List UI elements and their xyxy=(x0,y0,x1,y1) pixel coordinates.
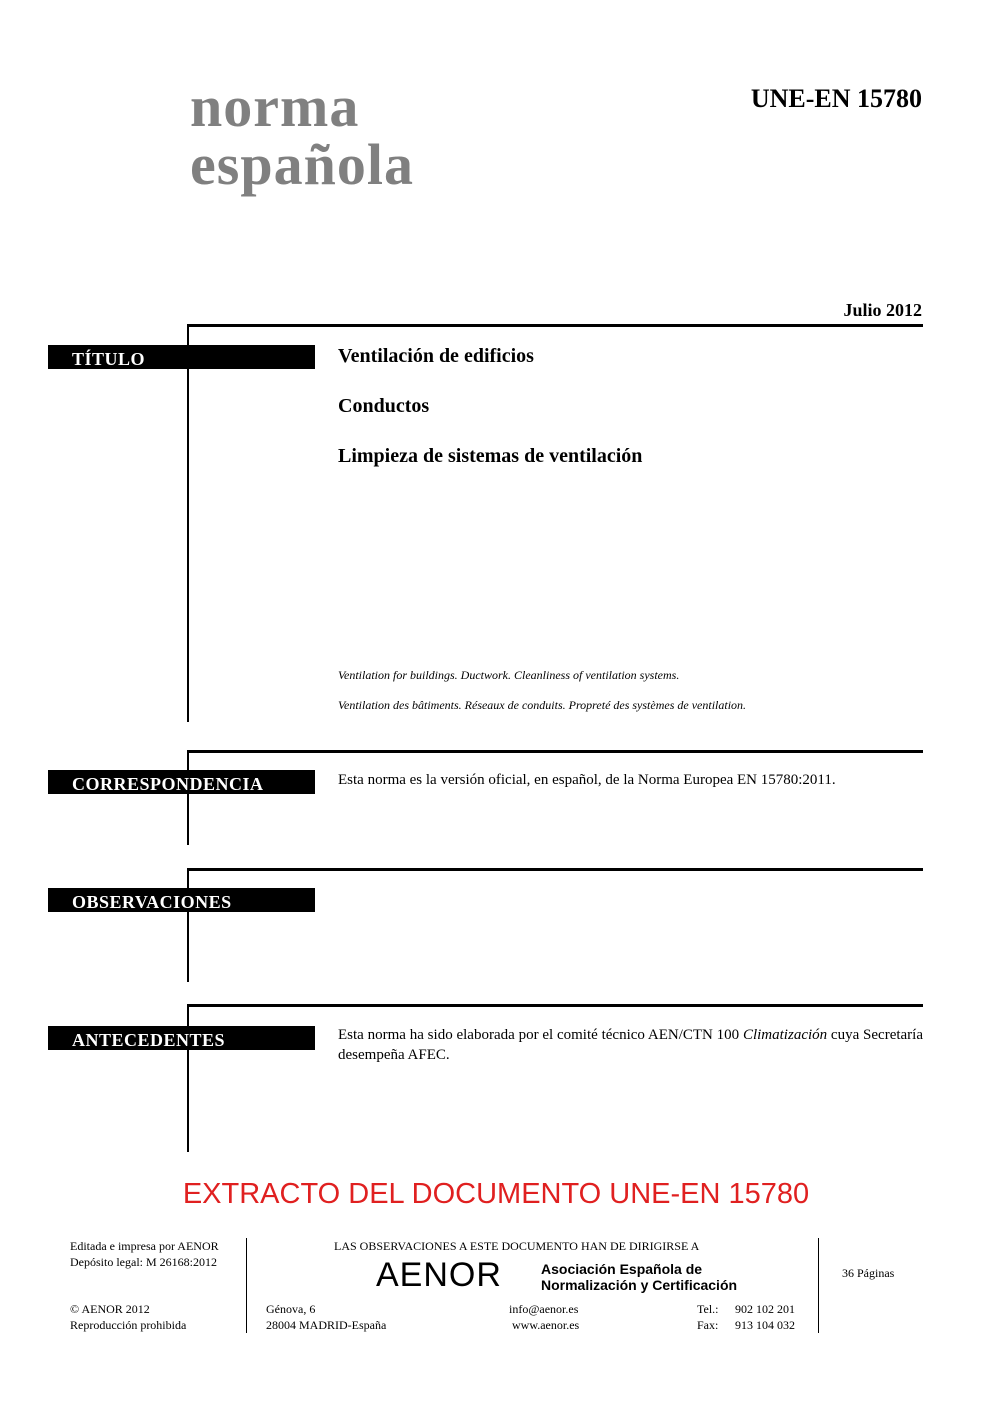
correspondencia-text: Esta norma es la versión oficial, en español, de la Norma Europea EN 15780:2011. xyxy=(338,772,836,788)
footer-edition xyxy=(70,1238,219,1270)
footer-email[interactable]: info@aenor.es xyxy=(509,1302,579,1316)
footer-address xyxy=(266,1301,386,1333)
section-divider-correspondencia xyxy=(187,750,923,753)
section-rule-correspondencia xyxy=(187,750,189,845)
section-label-titulo: TÍTULO xyxy=(48,345,315,369)
publication-date: Julio 2012 xyxy=(843,300,922,320)
footer-divider-left xyxy=(246,1238,247,1333)
brand-title xyxy=(190,74,414,197)
footer-street: Génova, 6 xyxy=(266,1302,316,1316)
footer-copyright: © AENOR 2012 xyxy=(70,1302,150,1316)
antecedentes-text-start: Esta norma ha sido elaborada por el comité técnico AEN/CTN 100 xyxy=(338,1027,743,1043)
footer-notice: LAS OBSERVACIONES A ESTE DOCUMENTO HAN DE DIRIGIRSE A xyxy=(334,1239,700,1253)
section-label-antecedentes: ANTECEDENTES xyxy=(48,1026,315,1050)
footer-reproduction: Reproducción prohibida xyxy=(70,1318,187,1332)
section-divider-titulo xyxy=(187,324,923,327)
page-count: 36 Páginas xyxy=(842,1266,895,1280)
footer-tel-label: Tel.: xyxy=(697,1302,719,1316)
standard-code: UNE-EN 15780 xyxy=(750,84,922,113)
title-french: Ventilation des bâtiments. Réseaux de conduits. Propreté des systèmes de ventilation. xyxy=(338,698,747,712)
footer-tel: 902 102 201 xyxy=(735,1302,795,1316)
section-label-correspondencia: CORRESPONDENCIA xyxy=(48,770,315,794)
footer-phone-labels xyxy=(697,1301,719,1333)
antecedentes-text-end: cuya Secretaría desempeña AFEC. xyxy=(338,1027,924,1063)
title-line-3: Limpieza de sistemas de ventilación xyxy=(338,445,643,467)
footer-fax: 913 104 032 xyxy=(735,1318,795,1332)
aenor-name-line-1: Asociación Española de xyxy=(541,1261,703,1277)
aenor-name-line-2: Normalización y Certificación xyxy=(541,1277,738,1293)
title-line-2: Conductos xyxy=(338,395,430,417)
title-line-1: Ventilación de edificios xyxy=(338,345,534,367)
brand-line-1: norma xyxy=(190,74,360,139)
committee-name: Climatización xyxy=(742,1027,828,1043)
footer-web[interactable]: www.aenor.es xyxy=(512,1318,580,1332)
footer-city: 28004 MADRID-España xyxy=(266,1318,387,1332)
brand-line-2: española xyxy=(190,132,414,197)
extract-watermark: EXTRACTO DEL DOCUMENTO UNE-EN 15780 xyxy=(182,1178,810,1210)
footer-edited: Editada e impresa por AENOR xyxy=(70,1239,219,1253)
footer-divider-right xyxy=(818,1238,819,1333)
footer-contact xyxy=(509,1301,579,1333)
footer-fax-label: Fax: xyxy=(697,1318,719,1332)
section-rule-titulo xyxy=(187,324,189,722)
antecedentes-text xyxy=(338,1025,923,1065)
section-divider-observaciones xyxy=(187,868,923,871)
section-divider-antecedentes xyxy=(187,1004,923,1007)
aenor-logo: AENOR xyxy=(376,1256,502,1294)
title-english: Ventilation for buildings. Ductwork. Cleanliness of ventilation systems. xyxy=(338,668,680,682)
aenor-full-name xyxy=(541,1261,737,1293)
footer-rights xyxy=(70,1301,186,1333)
section-rule-observaciones xyxy=(187,868,189,982)
footer-phone-numbers xyxy=(735,1301,795,1333)
footer-deposit: Depósito legal: M 26168:2012 xyxy=(70,1255,217,1269)
section-label-observaciones: OBSERVACIONES xyxy=(48,888,315,912)
